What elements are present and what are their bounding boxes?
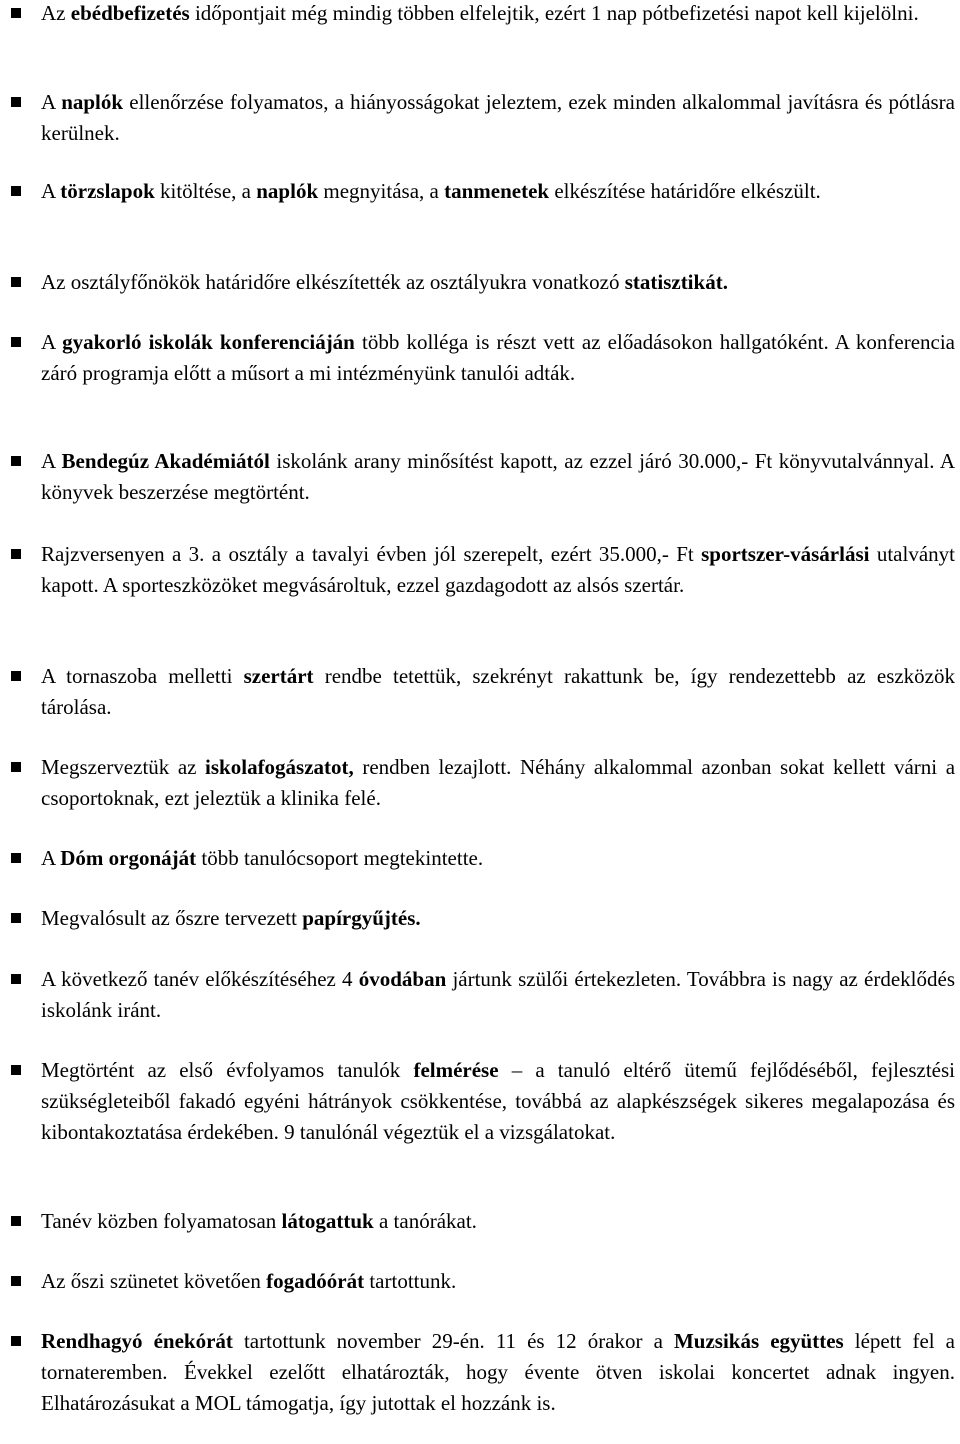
paragraph-text (41, 1326, 960, 1419)
text-segment: jártunk szülői értekezleten. Továbbra is nagy az érdeklődés iskolánk iránt. (41, 967, 960, 1022)
paragraph-text (41, 843, 955, 874)
text-segment: A (41, 846, 61, 870)
text-segment: Megszerveztük az (41, 755, 206, 779)
paragraph-text (41, 0, 955, 29)
paragraph-text (41, 539, 960, 601)
paragraph-text (41, 446, 960, 508)
text-segment: kitöltése, a (154, 179, 257, 203)
square-bullet-icon (11, 456, 21, 466)
text-segment: rendbe tetettük, szekrényt rakattunk be, így rendezettebb az eszközök tárolása. (41, 664, 960, 719)
text-segment: A következő tanév előkészítéséhez 4 (41, 967, 359, 991)
bold-text-segment: fogadóórát (266, 1269, 365, 1293)
bold-text-segment: törzslapok (60, 179, 155, 203)
square-bullet-icon (11, 853, 21, 863)
text-segment: Az osztályfőnökök határidőre elkészítették az osztályukra vonatkozó (41, 270, 625, 294)
text-segment: A (41, 90, 62, 114)
paragraph-text (41, 327, 960, 389)
bold-text-segment: tanmenetek (444, 179, 550, 203)
square-bullet-icon (11, 337, 21, 347)
text-segment: időpontjait még mindig többen elfelejtik, ezért 1 nap pótbefizetési napot kell kijelölni. (189, 1, 919, 25)
bold-text-segment: iskolafogászatot, (205, 755, 354, 779)
square-bullet-icon (11, 913, 21, 923)
text-segment: tartottunk november 29-én. 11 és 12 órakor a (232, 1329, 674, 1353)
text-segment: – a tanuló eltérő ütemű fejlődéséből, fejlesztési szükségleteiből fakadó egyéni hátrányok csökkentése, továbbá az alapkészségek sikeres megalapozása és kibontakoztatása érdekében. 9 tanulónál végeztük el a vizsgálatokat. (41, 1058, 960, 1144)
square-bullet-icon (11, 974, 21, 984)
paragraph-text (41, 87, 960, 149)
bold-text-segment: Rendhagyó énekórát (41, 1329, 233, 1353)
bold-text-segment: gyakorló iskolák konferenciáján (62, 330, 355, 354)
square-bullet-icon (11, 671, 21, 681)
text-segment: Az (41, 1, 71, 25)
paragraph-text (41, 1266, 955, 1297)
text-segment: A tornaszoba melletti (41, 664, 244, 688)
paragraph-text (41, 176, 955, 207)
square-bullet-icon (11, 1276, 21, 1286)
text-segment: Megtörtént az első évfolyamos tanulók (41, 1058, 414, 1082)
bold-text-segment: szertárt (243, 664, 314, 688)
text-segment: A (41, 179, 61, 203)
text-segment: iskolánk arany minősítést kapott, az ezzel járó 30.000,- Ft könyvutalvánnyal. A könyvek beszerzése megtörtént. (41, 449, 960, 504)
square-bullet-icon (11, 762, 21, 772)
paragraph-text (41, 661, 960, 723)
paragraph-text (41, 1206, 955, 1237)
square-bullet-icon (11, 97, 21, 107)
text-segment: több tanulócsoport megtekintette. (196, 846, 484, 870)
square-bullet-icon (11, 549, 21, 559)
text-segment: Megvalósult az őszre tervezett (41, 906, 303, 930)
bold-text-segment: felmérése (413, 1058, 499, 1082)
paragraph-text (41, 752, 960, 814)
bold-text-segment: naplók (61, 90, 124, 114)
text-segment: a tanórákat. (373, 1209, 477, 1233)
text-segment: rendben lezajlott. Néhány alkalommal azonban sokat kellett várni a csoportoknak, ezt jeleztük a klinika felé. (41, 755, 960, 810)
bold-text-segment: Dóm orgonáját (60, 846, 197, 870)
square-bullet-icon (11, 8, 21, 18)
bold-text-segment: látogattuk (281, 1209, 374, 1233)
square-bullet-icon (11, 186, 21, 196)
bold-text-segment: ebédbefizetés (70, 1, 190, 25)
bold-text-segment: óvodában (358, 967, 447, 991)
square-bullet-icon (11, 277, 21, 287)
bold-text-segment: statisztikát. (624, 270, 728, 294)
bold-text-segment: naplók (256, 179, 319, 203)
paragraph-text (41, 903, 955, 934)
text-segment: több kolléga is részt vett az előadásokon hallgatóként. A konferencia záró programja előtt a műsort a mi intézményünk tanulói adták. (41, 330, 960, 385)
text-segment: lépett fel a tornateremben. Évekkel ezelőtt elhatározták, hogy évente ötven iskolai koncertet adnak ingyen. Elhatározásukat a MOL támogatja, így jutottak el hozzánk is. (41, 1329, 960, 1415)
square-bullet-icon (11, 1216, 21, 1226)
text-segment: A (41, 330, 63, 354)
text-segment: elkészítése határidőre elkészült. (549, 179, 821, 203)
paragraph-text (41, 964, 960, 1026)
text-segment: utalványt kapott. A sporteszközöket megvásároltuk, ezzel gazdagodott az alsós szertár. (41, 542, 960, 597)
text-segment: megnyitása, a (318, 179, 445, 203)
bold-text-segment: Muzsikás együttes (673, 1329, 844, 1353)
paragraph-text (41, 1055, 960, 1148)
text-segment: Tanév közben folyamatosan (41, 1209, 282, 1233)
text-segment: Az őszi szünetet követően (41, 1269, 267, 1293)
text-segment: ellenőrzése folyamatos, a hiányosságokat jeleztem, ezek minden alkalommal javításra és pótlásra kerülnek. (41, 90, 960, 145)
bold-text-segment: Bendegúz Akadémiától (61, 449, 270, 473)
square-bullet-icon (11, 1336, 21, 1346)
text-segment: Rajzversenyen a 3. a osztály a tavalyi évben jól szerepelt, ezért 35.000,- Ft (41, 542, 702, 566)
bold-text-segment: sportszer-vásárlási (701, 542, 870, 566)
text-segment: tartottunk. (364, 1269, 457, 1293)
paragraph-text (41, 267, 955, 298)
bold-text-segment: papírgyűjtés. (302, 906, 421, 930)
text-segment: A (41, 449, 62, 473)
square-bullet-icon (11, 1065, 21, 1075)
